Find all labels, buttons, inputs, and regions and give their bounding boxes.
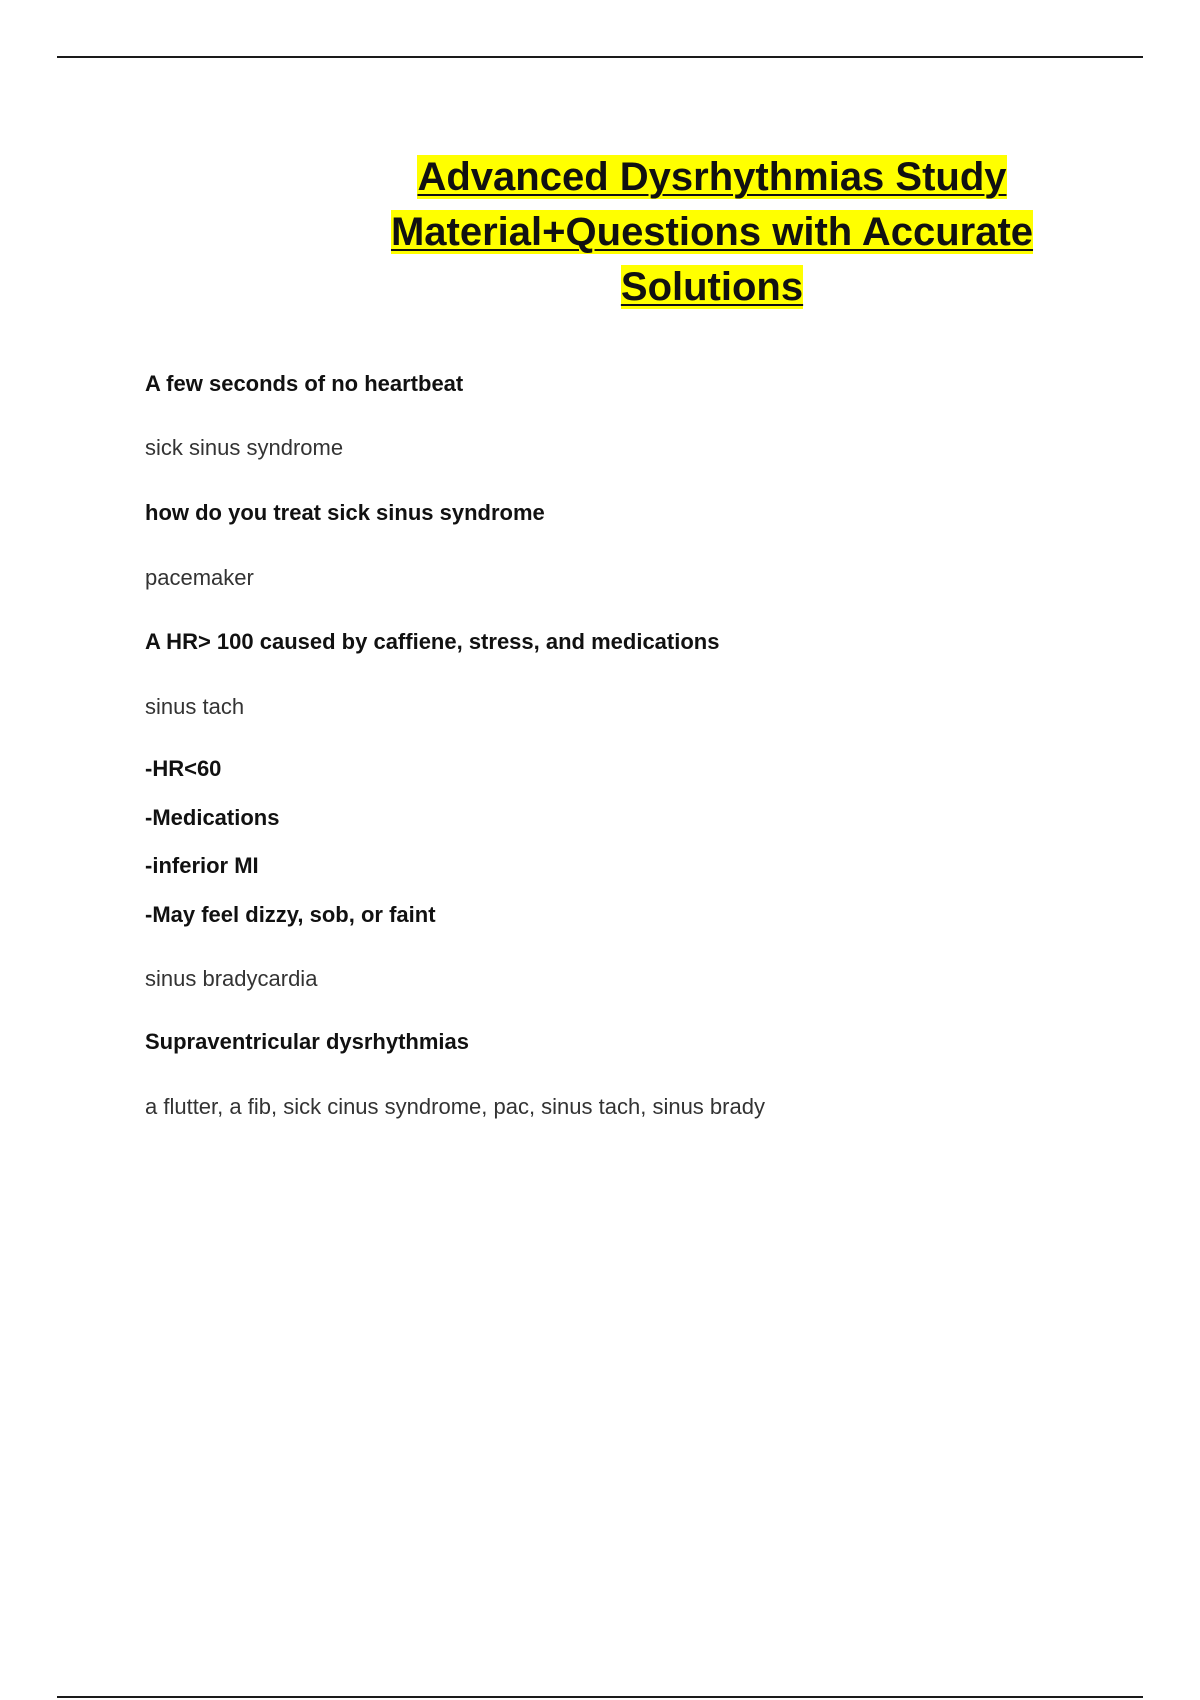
question-text: Supraventricular dysrhythmias [145, 1029, 470, 1054]
question-text: how do you treat sick sinus syndrome [145, 500, 545, 525]
question-bullet: -inferior MI [145, 853, 259, 878]
top-rule [57, 56, 1143, 58]
answer-text: sinus tach [145, 694, 245, 719]
answer-text: a flutter, a fib, sick cinus syndrome, pac, sinus tach, sinus brady [145, 1094, 765, 1119]
bottom-rule [57, 1696, 1143, 1698]
title-line-1: Advanced Dysrhythmias Study [417, 155, 1007, 199]
answer-text: pacemaker [145, 565, 254, 590]
title-line-2: Material+Questions with Accurate [390, 210, 1034, 254]
question-text: A few seconds of no heartbeat [145, 371, 464, 396]
answer-text: sick sinus syndrome [145, 435, 344, 460]
document-title [362, 150, 1062, 315]
question-bullet: -May feel dizzy, sob, or faint [145, 902, 436, 927]
question-bullet: -HR<60 [145, 756, 222, 781]
question-text: A HR> 100 caused by caffiene, stress, and medications [145, 629, 720, 654]
question-bullet: -Medications [145, 805, 280, 830]
title-line-3: Solutions [620, 265, 804, 309]
answer-text: sinus bradycardia [145, 966, 318, 991]
